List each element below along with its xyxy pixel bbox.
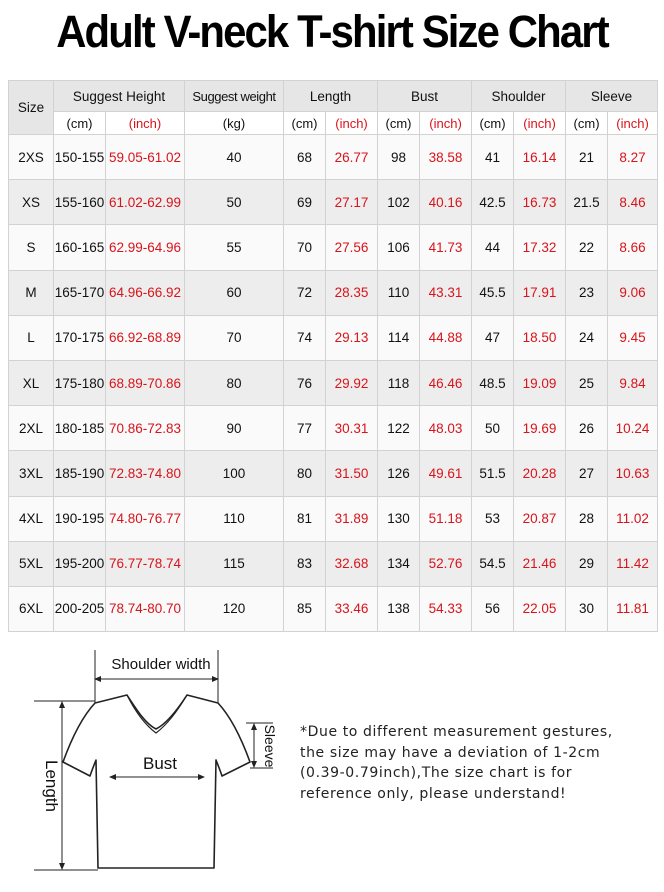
bust-header: Bust (378, 81, 472, 112)
bust-cm-cell: 138 (378, 586, 420, 631)
length-inch-cell: 30.31 (326, 406, 378, 451)
sleeve-cm-cell: 23 (566, 270, 608, 315)
length-inch-cell: 32.68 (326, 541, 378, 586)
table-row (9, 586, 658, 631)
sleeve-cm-cell: 26 (566, 406, 608, 451)
shoulder-cm-unit: (cm) (472, 112, 514, 135)
height-inch-cell: 70.86-72.83 (106, 406, 185, 451)
size-cell: 5XL (9, 541, 54, 586)
sleeve-cm-cell: 25 (566, 360, 608, 405)
size-chart-table (8, 80, 658, 632)
weight-kg-unit: (kg) (185, 112, 284, 135)
height-inch-cell: 76.77-78.74 (106, 541, 185, 586)
length-inch-cell: 26.77 (326, 135, 378, 180)
size-header: Size (9, 81, 54, 135)
table-row (9, 360, 658, 405)
height-cm-unit: (cm) (54, 112, 106, 135)
bust-label: Bust (142, 754, 178, 773)
bust-inch-cell: 44.88 (420, 315, 472, 360)
table-row (9, 315, 658, 360)
length-inch-cell: 28.35 (326, 270, 378, 315)
bust-cm-cell: 106 (378, 225, 420, 270)
length-inch-cell: 31.89 (326, 496, 378, 541)
bust-cm-cell: 134 (378, 541, 420, 586)
size-cell: 2XS (9, 135, 54, 180)
bust-inch-cell: 51.18 (420, 496, 472, 541)
height-cm-cell: 200-205 (54, 586, 106, 631)
height-cm-cell: 190-195 (54, 496, 106, 541)
weight-kg-cell: 80 (185, 360, 284, 405)
bust-inch-cell: 43.31 (420, 270, 472, 315)
sleeve-inch-cell: 9.06 (608, 270, 658, 315)
bust-cm-cell: 114 (378, 315, 420, 360)
size-cell: 4XL (9, 496, 54, 541)
suggest-weight-header: Suggest weight (185, 81, 284, 112)
note-line: the size may have a deviation of 1-2cm (300, 744, 601, 761)
height-cm-cell: 170-175 (54, 315, 106, 360)
bust-inch-cell: 38.58 (420, 135, 472, 180)
height-cm-cell: 175-180 (54, 360, 106, 405)
sleeve-label: Sleeve (262, 724, 278, 768)
sleeve-cm-cell: 29 (566, 541, 608, 586)
length-cm-cell: 85 (284, 586, 326, 631)
sleeve-cm-unit: (cm) (566, 112, 608, 135)
shoulder-inch-cell: 19.69 (514, 406, 566, 451)
shoulder-inch-cell: 19.09 (514, 360, 566, 405)
sleeve-cm-cell: 22 (566, 225, 608, 270)
bust-inch-cell: 54.33 (420, 586, 472, 631)
height-inch-unit: (inch) (106, 112, 185, 135)
shoulder-cm-cell: 51.5 (472, 451, 514, 496)
size-cell: XL (9, 360, 54, 405)
bust-inch-cell: 49.61 (420, 451, 472, 496)
shoulder-cm-cell: 41 (472, 135, 514, 180)
size-cell: 2XL (9, 406, 54, 451)
shoulder-inch-cell: 20.87 (514, 496, 566, 541)
weight-kg-cell: 70 (185, 315, 284, 360)
shoulder-inch-unit: (inch) (514, 112, 566, 135)
weight-kg-cell: 55 (185, 225, 284, 270)
height-inch-cell: 61.02-62.99 (106, 180, 185, 225)
bust-cm-cell: 130 (378, 496, 420, 541)
page-title: Adult V-neck T-shirt Size Chart (56, 6, 608, 57)
shoulder-inch-cell: 16.14 (514, 135, 566, 180)
shoulder-cm-cell: 54.5 (472, 541, 514, 586)
height-cm-cell: 155-160 (54, 180, 106, 225)
length-header: Length (284, 81, 378, 112)
size-cell: XS (9, 180, 54, 225)
bust-inch-cell: 40.16 (420, 180, 472, 225)
height-cm-cell: 150-155 (54, 135, 106, 180)
length-label: Length (42, 760, 61, 812)
length-cm-unit: (cm) (284, 112, 326, 135)
table-row (9, 541, 658, 586)
sleeve-inch-unit: (inch) (608, 112, 658, 135)
table-row (9, 406, 658, 451)
sleeve-header: Sleeve (566, 81, 658, 112)
table-row (9, 496, 658, 541)
shoulder-cm-cell: 50 (472, 406, 514, 451)
sleeve-cm-cell: 27 (566, 451, 608, 496)
height-inch-cell: 72.83-74.80 (106, 451, 185, 496)
shoulder-inch-cell: 20.28 (514, 451, 566, 496)
sleeve-cm-cell: 30 (566, 586, 608, 631)
bust-inch-cell: 46.46 (420, 360, 472, 405)
size-cell: 6XL (9, 586, 54, 631)
sleeve-cm-cell: 28 (566, 496, 608, 541)
length-inch-cell: 27.17 (326, 180, 378, 225)
weight-kg-cell: 40 (185, 135, 284, 180)
table-row (9, 135, 658, 180)
shoulder-cm-cell: 56 (472, 586, 514, 631)
note-line: *Due to different measurement gestures, (300, 724, 613, 740)
shoulder-inch-cell: 21.46 (514, 541, 566, 586)
sleeve-inch-cell: 11.02 (608, 496, 658, 541)
shoulder-inch-cell: 16.73 (514, 180, 566, 225)
sleeve-inch-cell: 8.66 (608, 225, 658, 270)
shoulder-cm-cell: 48.5 (472, 360, 514, 405)
shoulder-cm-cell: 44 (472, 225, 514, 270)
length-cm-cell: 69 (284, 180, 326, 225)
length-cm-cell: 68 (284, 135, 326, 180)
shoulder-inch-cell: 22.05 (514, 586, 566, 631)
length-inch-cell: 29.13 (326, 315, 378, 360)
weight-kg-cell: 100 (185, 451, 284, 496)
sleeve-inch-cell: 9.45 (608, 315, 658, 360)
sleeve-inch-cell: 9.84 (608, 360, 658, 405)
bust-inch-cell: 52.76 (420, 541, 472, 586)
bust-inch-cell: 48.03 (420, 406, 472, 451)
shoulder-inch-cell: 18.50 (514, 315, 566, 360)
weight-kg-cell: 60 (185, 270, 284, 315)
note-line: reference only, please understand! (300, 785, 567, 802)
length-cm-cell: 72 (284, 270, 326, 315)
table-row (9, 451, 658, 496)
length-inch-cell: 33.46 (326, 586, 378, 631)
height-inch-cell: 64.96-66.92 (106, 270, 185, 315)
size-disclaimer-note (300, 722, 660, 804)
bust-inch-unit: (inch) (420, 112, 472, 135)
table-row (9, 225, 658, 270)
bust-cm-cell: 126 (378, 451, 420, 496)
length-inch-cell: 27.56 (326, 225, 378, 270)
shoulder-cm-cell: 45.5 (472, 270, 514, 315)
height-inch-cell: 68.89-70.86 (106, 360, 185, 405)
length-cm-cell: 74 (284, 315, 326, 360)
bust-cm-cell: 110 (378, 270, 420, 315)
shoulder-inch-cell: 17.91 (514, 270, 566, 315)
height-cm-cell: 195-200 (54, 541, 106, 586)
length-cm-cell: 80 (284, 451, 326, 496)
size-cell: L (9, 315, 54, 360)
sleeve-cm-cell: 21.5 (566, 180, 608, 225)
bust-cm-cell: 118 (378, 360, 420, 405)
shoulder-header: Shoulder (472, 81, 566, 112)
sleeve-inch-cell: 11.81 (608, 586, 658, 631)
bust-cm-cell: 102 (378, 180, 420, 225)
bust-inch-cell: 41.73 (420, 225, 472, 270)
sleeve-cm-cell: 24 (566, 315, 608, 360)
height-cm-cell: 185-190 (54, 451, 106, 496)
height-inch-cell: 74.80-76.77 (106, 496, 185, 541)
sleeve-inch-cell: 10.24 (608, 406, 658, 451)
height-cm-cell: 180-185 (54, 406, 106, 451)
table-row (9, 270, 658, 315)
weight-kg-cell: 110 (185, 496, 284, 541)
length-inch-unit: (inch) (326, 112, 378, 135)
shoulder-cm-cell: 42.5 (472, 180, 514, 225)
height-inch-cell: 78.74-80.70 (106, 586, 185, 631)
suggest-height-header: Suggest Height (54, 81, 185, 112)
shoulder-cm-cell: 47 (472, 315, 514, 360)
shoulder-cm-cell: 53 (472, 496, 514, 541)
bust-cm-unit: (cm) (378, 112, 420, 135)
sleeve-inch-cell: 8.46 (608, 180, 658, 225)
table-row (9, 180, 658, 225)
shoulder-inch-cell: 17.32 (514, 225, 566, 270)
length-cm-cell: 77 (284, 406, 326, 451)
length-cm-cell: 81 (284, 496, 326, 541)
size-cell: M (9, 270, 54, 315)
bust-cm-cell: 122 (378, 406, 420, 451)
weight-kg-cell: 115 (185, 541, 284, 586)
height-inch-cell: 66.92-68.89 (106, 315, 185, 360)
height-inch-cell: 59.05-61.02 (106, 135, 185, 180)
length-cm-cell: 70 (284, 225, 326, 270)
shoulder-width-label: Shoulder width (111, 656, 211, 673)
height-cm-cell: 160-165 (54, 225, 106, 270)
tshirt-outline (63, 695, 250, 868)
sleeve-cm-cell: 21 (566, 135, 608, 180)
length-cm-cell: 83 (284, 541, 326, 586)
length-inch-cell: 31.50 (326, 451, 378, 496)
sleeve-inch-cell: 11.42 (608, 541, 658, 586)
sleeve-inch-cell: 10.63 (608, 451, 658, 496)
length-inch-cell: 29.92 (326, 360, 378, 405)
size-cell: 3XL (9, 451, 54, 496)
height-cm-cell: 165-170 (54, 270, 106, 315)
weight-kg-cell: 50 (185, 180, 284, 225)
size-cell: S (9, 225, 54, 270)
length-cm-cell: 76 (284, 360, 326, 405)
weight-kg-cell: 120 (185, 586, 284, 631)
bust-cm-cell: 98 (378, 135, 420, 180)
tshirt-diagram (0, 640, 300, 892)
height-inch-cell: 62.99-64.96 (106, 225, 185, 270)
note-line: (0.39-0.79inch),The size chart is for (300, 765, 573, 781)
weight-kg-cell: 90 (185, 406, 284, 451)
sleeve-inch-cell: 8.27 (608, 135, 658, 180)
